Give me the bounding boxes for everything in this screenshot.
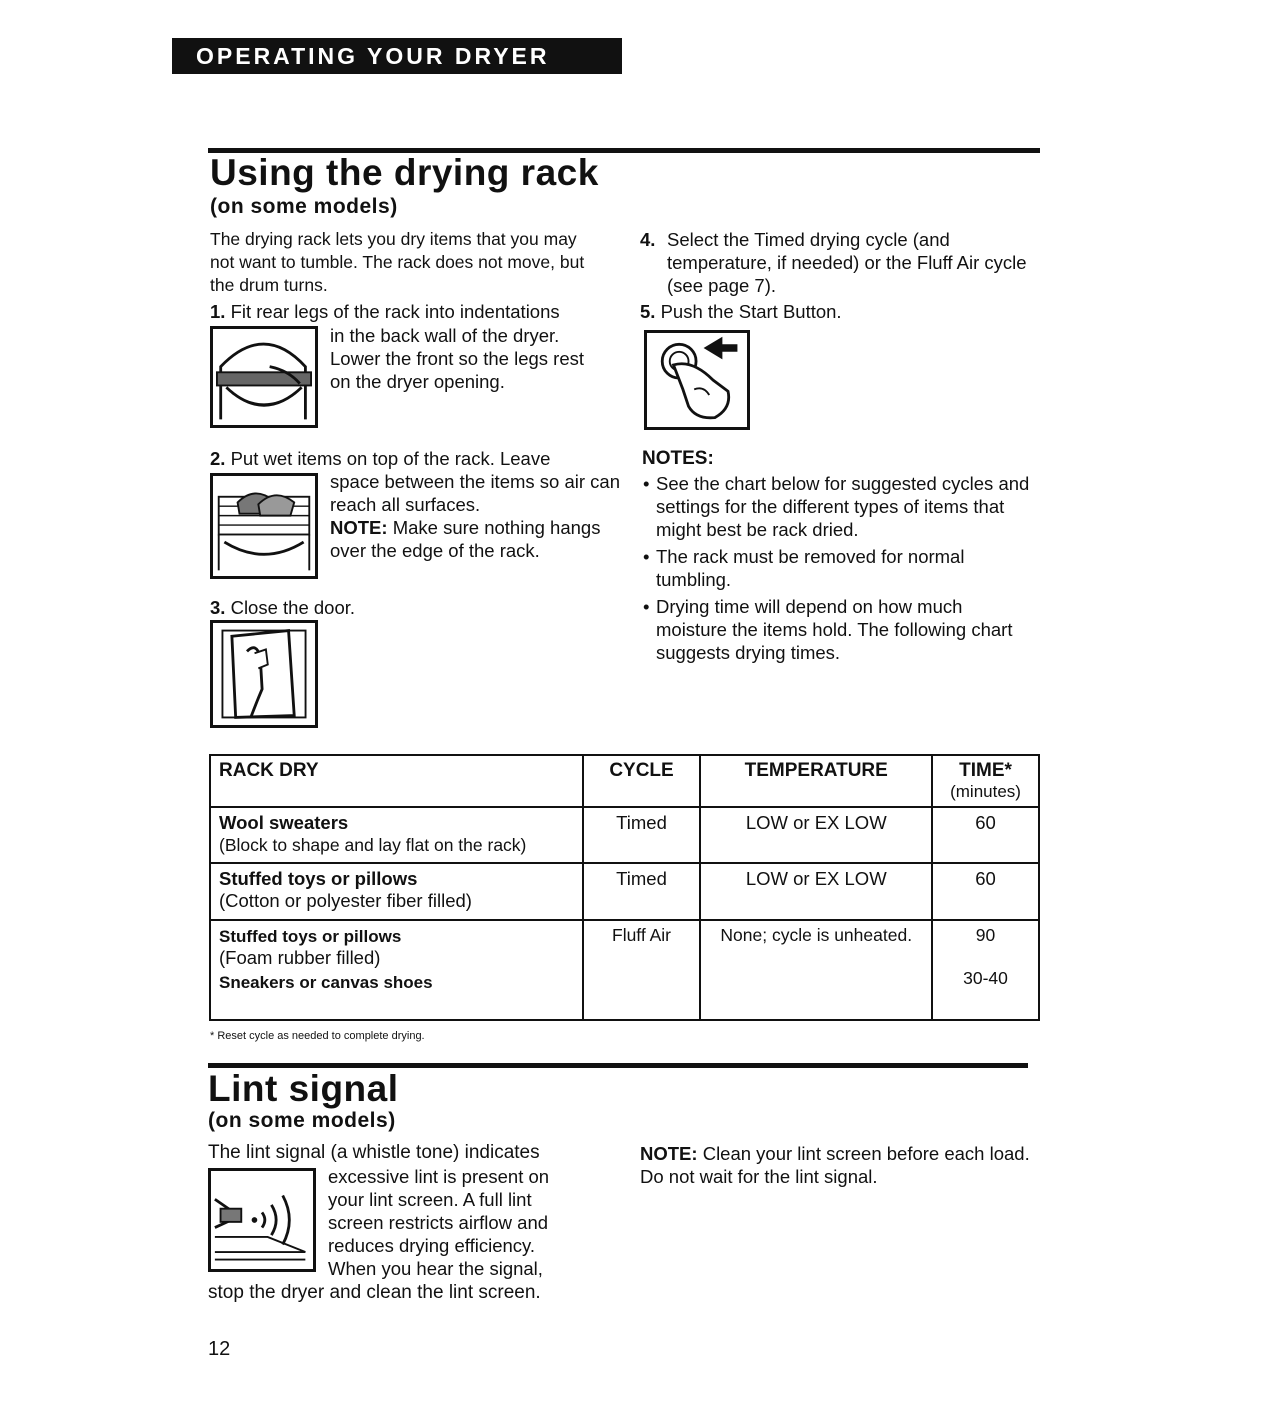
step-2-note-label: NOTE:: [330, 517, 388, 538]
header-time-label: TIME*: [959, 760, 1012, 781]
rack-legs-illustration: [210, 326, 318, 428]
row-cycle: Fluff Air: [583, 920, 701, 1020]
rack-dry-table: [209, 754, 1040, 1021]
row-item: Stuffed toys or pillows: [219, 868, 418, 889]
step-3-text: Close the door.: [230, 597, 356, 618]
step-2-line: [210, 447, 620, 470]
step-3-number: 3.: [210, 597, 226, 618]
row-temperature: None; cycle is unheated.: [700, 920, 932, 1020]
row-temperature: LOW or EX LOW: [700, 807, 932, 863]
rack-intro: The drying rack lets you dry items that you may not want to tumble. The rack does not move, but the drum turns.: [210, 229, 585, 295]
step-4-number: 4.: [640, 229, 656, 250]
row-temperature: LOW or EX LOW: [700, 863, 932, 920]
step-4-text: Select the Timed drying cycle (and temperature, if needed) or the Fluff Air cycle (see page 7).: [667, 229, 1027, 296]
step-2-note: Make sure nothing hangs over the edge of the rack.: [330, 517, 601, 561]
header-rack-dry: RACK DRY: [210, 755, 583, 807]
step-3-line: [210, 596, 355, 619]
lint-title: Lint signal: [208, 1068, 399, 1109]
table-footnote: * Reset cycle as needed to complete drying.: [210, 1030, 425, 1042]
table-row: [210, 863, 1039, 920]
lint-signal-illustration: [208, 1168, 316, 1272]
table-header-row: [210, 755, 1039, 807]
step-1-number: 1.: [210, 301, 226, 322]
row-time-cell: [932, 920, 1039, 1020]
step-2-text: Put wet items on top of the rack. Leave: [230, 448, 551, 469]
row-item-cell: [210, 920, 583, 1020]
row-detail: (Block to shape and lay flat on the rack): [219, 835, 527, 855]
step-1-line: [210, 300, 620, 323]
row-time: 60: [932, 807, 1039, 863]
note-item: • See the chart below for suggested cycles and settings for the different types of items that might best be rack dried.: [656, 472, 1046, 541]
table-row: [210, 920, 1039, 1020]
lint-last-line: stop the dryer and clean the lint screen.: [208, 1282, 541, 1303]
row-item-2: Sneakers or canvas shoes: [219, 973, 433, 992]
step-2-number: 2.: [210, 448, 226, 469]
row-item-cell: [210, 807, 583, 863]
row-detail: (Cotton or polyester fiber filled): [219, 890, 472, 911]
row-item: Stuffed toys or pillows: [219, 927, 402, 946]
row-cycle: Timed: [583, 807, 701, 863]
page-number: 12: [208, 1338, 231, 1360]
lint-note: [640, 1142, 1035, 1188]
notes-title: NOTES:: [642, 448, 714, 469]
row-time: 60: [932, 863, 1039, 920]
note-item: • Drying time will depend on how much moisture the items hold. The following chart suggests drying times.: [656, 595, 1016, 664]
table-row: [210, 807, 1039, 863]
step-5: [640, 300, 842, 323]
section-banner: [172, 38, 622, 74]
rack-subtitle: (on some models): [210, 195, 398, 218]
lint-wrap-text: excessive lint is present on your lint screen. A full lint screen restricts airflow and reduces drying efficiency. When you hear the signal,: [328, 1166, 550, 1279]
row-time: 90: [975, 925, 996, 945]
step-5-number: 5.: [640, 301, 656, 322]
step-5-text: Push the Start Button.: [660, 301, 842, 322]
wet-items-illustration: [210, 473, 318, 579]
step-2-rest: space between the items so air can reach all surfaces.: [330, 471, 620, 515]
lint-note-text: Clean your lint screen before each load. Do not wait for the lint signal.: [640, 1143, 1030, 1187]
row-detail: (Foam rubber filled): [219, 947, 381, 968]
step-1-text: Fit rear legs of the rack into indentations: [230, 301, 560, 322]
banner-text: OPERATING YOUR DRYER: [196, 43, 550, 69]
lint-subtitle: (on some models): [208, 1109, 396, 1132]
header-time-unit: (minutes): [950, 782, 1021, 801]
note-item: • The rack must be removed for normal tumbling.: [656, 545, 1016, 591]
rack-title: Using the drying rack: [210, 152, 599, 193]
lint-note-label: NOTE:: [640, 1143, 698, 1164]
header-time: [932, 755, 1039, 807]
close-door-illustration: [210, 620, 318, 728]
row-cycle: Timed: [583, 863, 701, 920]
row-item-cell: [210, 863, 583, 920]
step-2-continued: [330, 470, 620, 562]
row-item: Wool sweaters: [219, 812, 349, 833]
header-cycle: CYCLE: [583, 755, 701, 807]
step-1-continued: in the back wall of the dryer. Lower the front so the legs rest on the dryer opening.: [330, 325, 584, 392]
row-time-2: 30-40: [963, 968, 1008, 988]
start-button-illustration: [644, 330, 750, 430]
lint-line-1: The lint signal (a whistle tone) indicates: [208, 1142, 540, 1163]
step-4: [640, 228, 1030, 297]
header-temperature: TEMPERATURE: [700, 755, 932, 807]
